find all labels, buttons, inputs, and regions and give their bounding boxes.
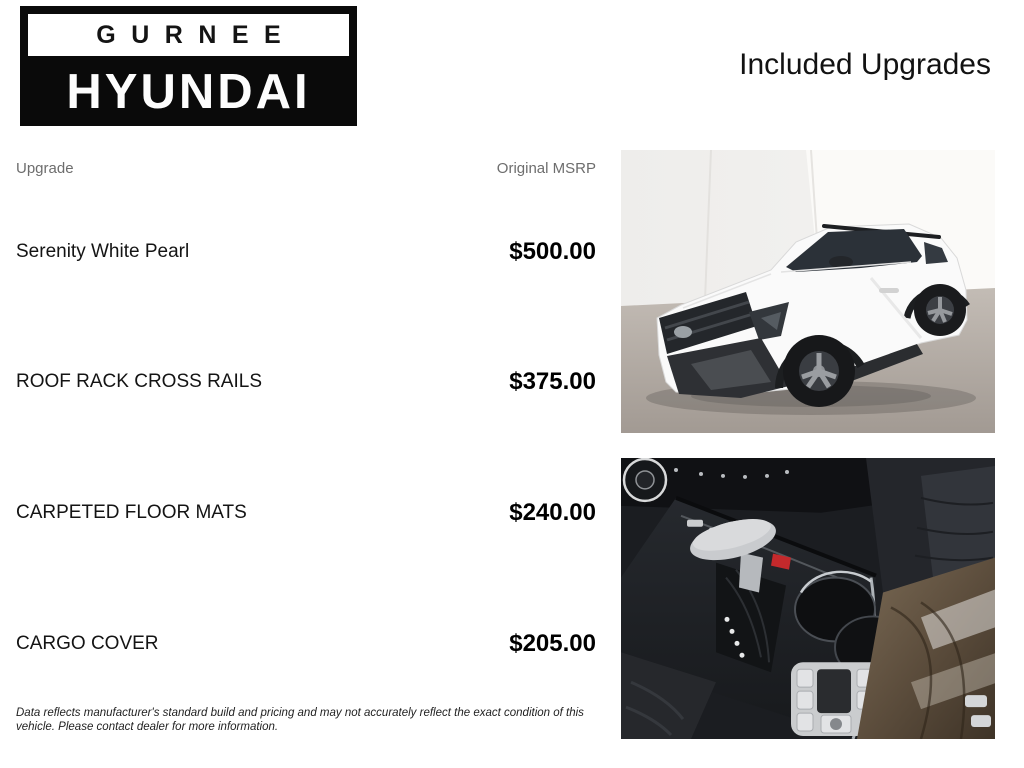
upgrade-msrp: $500.00	[509, 238, 596, 265]
upgrade-name: ROOF RACK CROSS RAILS	[16, 371, 262, 392]
column-header-upgrade: Upgrade	[16, 160, 74, 177]
vehicle-exterior-photo	[621, 150, 995, 433]
upgrade-msrp: $205.00	[509, 630, 596, 657]
page-title: Included Upgrades	[739, 48, 991, 81]
table-header	[16, 160, 596, 177]
table-row	[16, 236, 596, 268]
upgrade-name: CARPETED FLOOR MATS	[16, 502, 247, 523]
dealer-logo	[20, 6, 357, 126]
dealer-name-text: GURNEE	[28, 14, 349, 56]
table-row	[16, 628, 596, 660]
disclaimer-text: Data reflects manufacturer's standard build and pricing and may not accurately reflect the exact condition of this vehicle. Please contact dealer for more information.	[16, 707, 584, 733]
brand-name-text: HYUNDAI	[66, 65, 311, 119]
table-row	[16, 497, 596, 529]
vehicle-interior-photo	[621, 458, 995, 739]
upgrade-msrp: $375.00	[509, 368, 596, 395]
interior-photo-illustration	[621, 458, 995, 739]
upgrade-msrp: $240.00	[509, 499, 596, 526]
table-row	[16, 366, 596, 398]
exterior-photo-illustration	[621, 150, 995, 433]
upgrade-name: CARGO COVER	[16, 633, 159, 654]
column-header-msrp: Original MSRP	[496, 160, 596, 177]
upgrade-name: Serenity White Pearl	[16, 241, 190, 262]
